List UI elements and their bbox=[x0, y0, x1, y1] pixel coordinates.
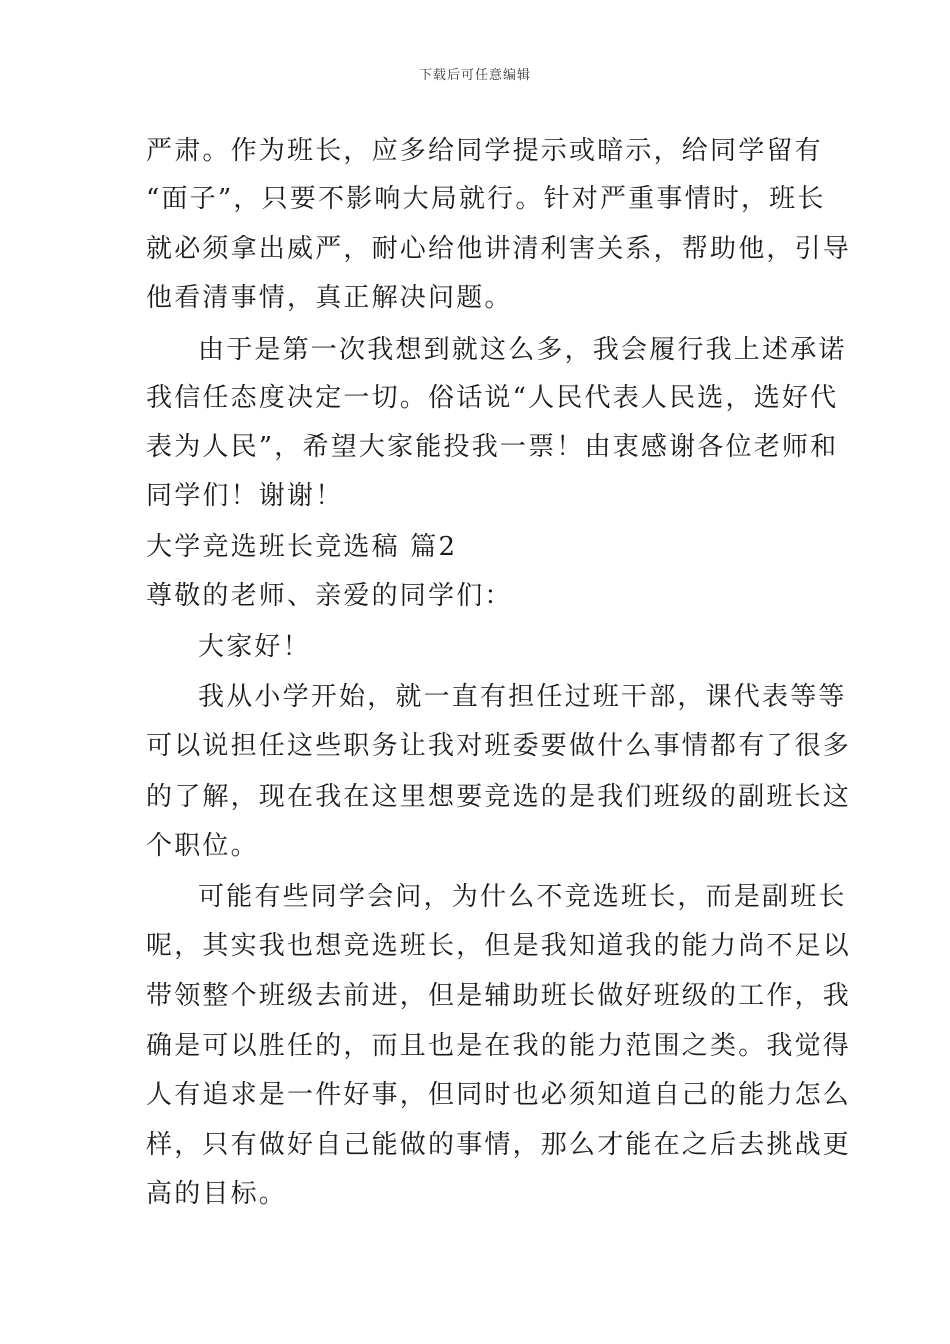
body-line: “面子”，只要不影响大局就行。针对严重事情时，班长 bbox=[146, 184, 826, 214]
body-line: 他看清事情，真正解决问题。 bbox=[146, 283, 513, 313]
salutation: 尊敬的老师、亲爱的同学们： bbox=[146, 581, 513, 611]
body-line: 高的目标。 bbox=[146, 1179, 288, 1209]
body-line: 样，只有做好自己能做的事情，那么才能在之后去挑战更 bbox=[146, 1130, 852, 1160]
body-line: 表为人民”，希望大家能投我一票！由衷感谢各位老师和 bbox=[146, 432, 839, 462]
body-line: 就必须拿出威严，耐心给他讲清利害关系，帮助他，引导 bbox=[146, 234, 852, 264]
section-title: 大学竞选班长竞选稿 篇2 bbox=[146, 532, 458, 562]
body-line: 确是可以胜任的，而且也是在我的能力范围之类。我觉得 bbox=[146, 1031, 852, 1061]
body-line: 个职位。 bbox=[146, 831, 259, 861]
body-line: 我信任态度决定一切。俗话说“人民代表人民选，选好代 bbox=[146, 383, 839, 413]
body-line: 的了解，现在我在这里想要竞选的是我们班级的副班长这 bbox=[146, 782, 852, 812]
body-line: 同学们！谢谢！ bbox=[146, 481, 344, 511]
paragraph-first-line: 我从小学开始，就一直有担任过班干部，课代表等等 bbox=[198, 682, 847, 712]
greeting: 大家好！ bbox=[198, 632, 311, 662]
body-line: 人有追求是一件好事，但同时也必须知道自己的能力怎么 bbox=[146, 1080, 852, 1110]
header-note: 下载后可任意编辑 bbox=[418, 68, 531, 83]
paragraph-first-line: 由于是第一次我想到就这么多，我会履行我上述承诺 bbox=[198, 335, 847, 365]
body-line: 带领整个班级去前进，但是辅助班长做好班级的工作，我 bbox=[146, 981, 852, 1011]
paragraph-first-line: 可能有些同学会问，为什么不竞选班长，而是副班长 bbox=[198, 882, 847, 912]
body-line: 严肃。作为班长，应多给同学提示或暗示，给同学留有 bbox=[146, 136, 823, 166]
body-line: 可以说担任这些职务让我对班委要做什么事情都有了很多 bbox=[146, 731, 852, 761]
body-line: 呢，其实我也想竞选班长，但是我知道我的能力尚不足以 bbox=[146, 931, 852, 961]
